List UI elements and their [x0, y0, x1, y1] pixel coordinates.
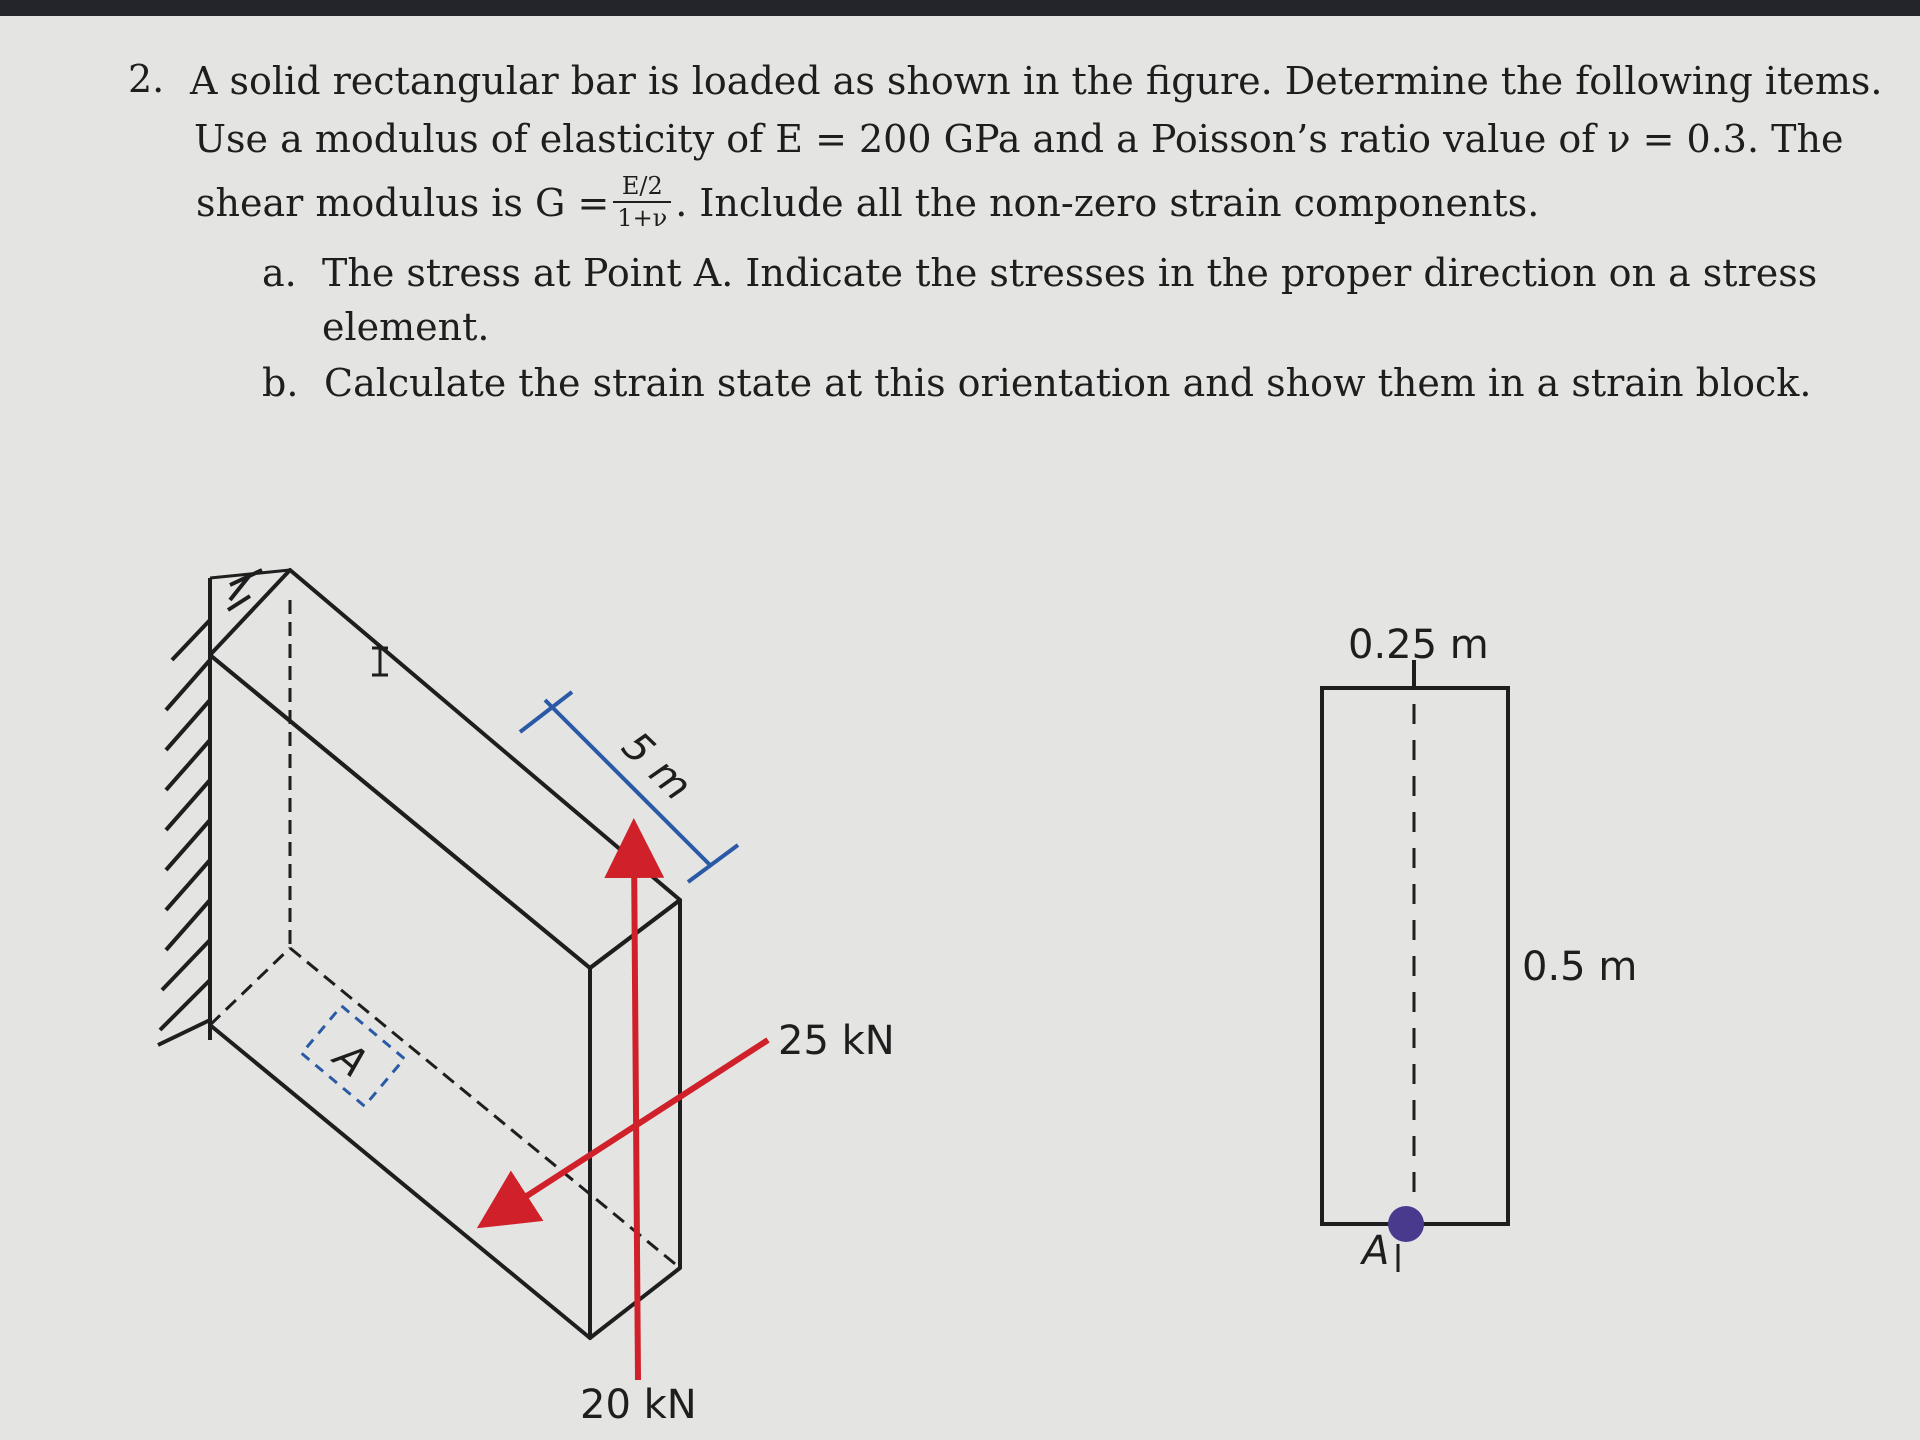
- section-point-a: [1388, 1206, 1424, 1242]
- section-width-label: 0.25 m: [1348, 622, 1489, 668]
- point-a-label: A: [325, 1033, 376, 1087]
- fraction-denominator: 1+ν: [617, 203, 668, 232]
- rectangular-bar: [210, 570, 680, 1338]
- part-a-text: The stress at Point A. Indicate the stresses in the proper direction on a stress: [322, 251, 1818, 295]
- part-a-text-continued: element.: [322, 305, 490, 349]
- vertical-force-arrow: [634, 848, 638, 1380]
- shear-modulus-text: shear modulus is G =: [196, 181, 610, 225]
- problem-statement-line-2: Use a modulus of elasticity of E = 200 GPa and a Poisson’s ratio value of ν = 0.3. The: [194, 117, 1844, 161]
- section-point-label: A: [1362, 1228, 1390, 1274]
- horizontal-force-label: 25 kN: [778, 1018, 895, 1064]
- problem-statement-line-1: A solid rectangular bar is loaded as shown in the figure. Determine the following items.: [190, 59, 1883, 103]
- length-label: 5 m: [612, 723, 701, 810]
- part-b-label: b.: [262, 361, 299, 405]
- vertical-force-label: 20 kN: [580, 1382, 697, 1428]
- point-a-marker: [302, 1006, 405, 1106]
- strain-components-text: . Include all the non-zero strain components.: [675, 181, 1540, 225]
- cross-section: [1322, 660, 1508, 1272]
- part-b-text: Calculate the strain state at this orientation and show them in a strain block.: [324, 361, 1812, 405]
- part-a-label: a.: [262, 251, 297, 295]
- fraction-numerator: E/2: [613, 171, 671, 203]
- length-dimension: [520, 692, 738, 882]
- problem-number: 2.: [128, 57, 165, 101]
- section-height-label: 0.5 m: [1522, 944, 1638, 990]
